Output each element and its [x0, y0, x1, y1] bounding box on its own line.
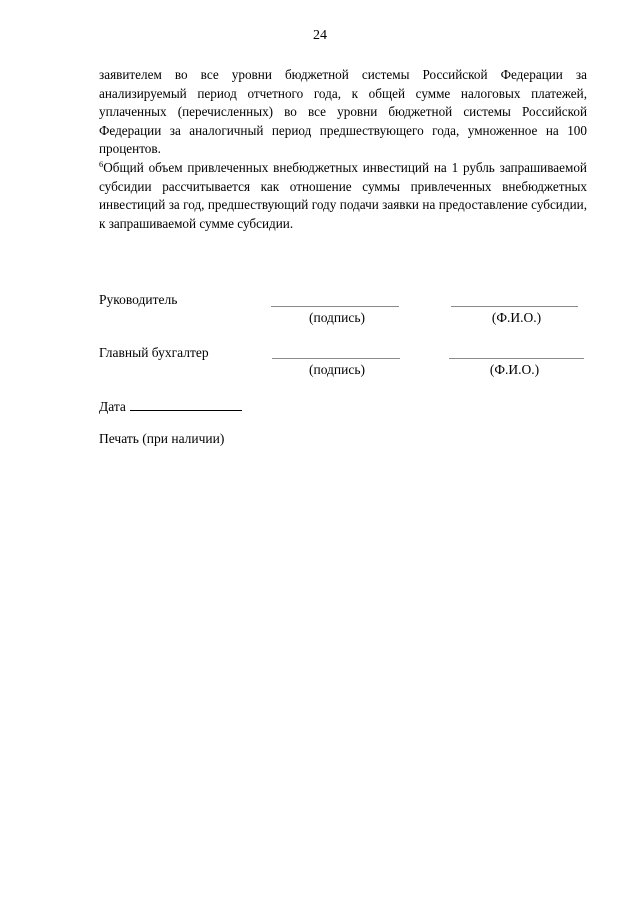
director-label: Руководитель: [99, 292, 178, 307]
paragraph-continuation: заявителем во все уровни бюджетной системы Российской Федерации за анализируемый период отчетного года, к общей сумме налоговых платежей, уплаченных (перечисленных) во все уровни бюджетной системы Российской Федерации за аналогичный период предшествующего года, умноженное на 100 процентов.: [99, 67, 587, 157]
director-signature-caption: (подпись): [308, 310, 366, 325]
director-signature-line[interactable]: [271, 306, 399, 307]
footnote-text: Общий объем привлеченных внебюджетных инвестиций на 1 рубль запрашиваемой субсидии рассчитывается как отношение суммы привлеченных внебюджетных инвестиций за год, предшествующий году подачи заявки на предоставление субсидии, к запрашиваемой сумме субсидии.: [99, 159, 587, 231]
page-number: 24: [313, 28, 327, 43]
footnote-marker: 6: [99, 158, 104, 169]
footnote-paragraph: [99, 159, 587, 233]
accountant-signature-caption: (подпись): [308, 362, 366, 377]
date-label: Дата: [99, 399, 126, 414]
director-name-line[interactable]: [451, 306, 578, 307]
stamp-label: Печать (при наличии): [99, 431, 225, 446]
date-field[interactable]: [130, 398, 242, 411]
accountant-name-caption: (Ф.И.О.): [489, 362, 540, 377]
accountant-name-line[interactable]: [449, 358, 584, 359]
document-body: [99, 66, 587, 233]
date-row: [99, 398, 242, 415]
director-name-caption: (Ф.И.О.): [491, 310, 542, 325]
accountant-label: Главный бухгалтер: [99, 345, 209, 360]
accountant-signature-line[interactable]: [272, 358, 400, 359]
